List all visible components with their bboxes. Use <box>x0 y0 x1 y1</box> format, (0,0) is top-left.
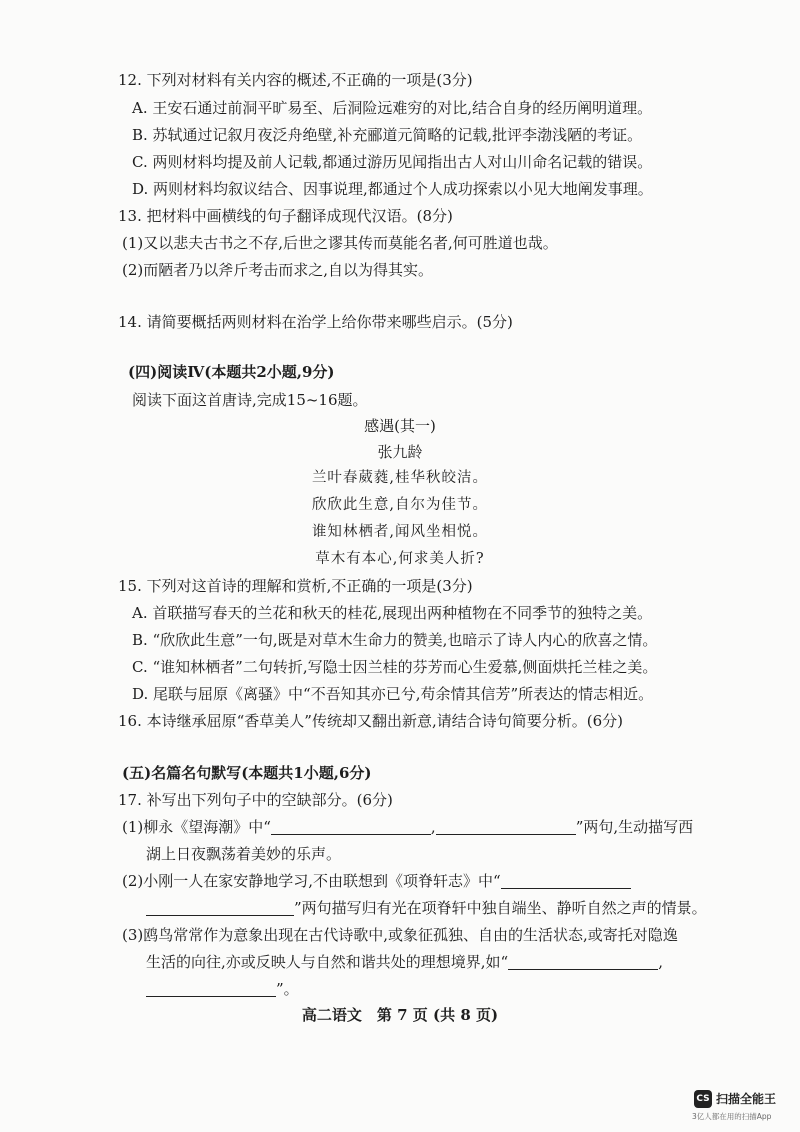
q17-item2-suffix: ”两句描写归有光在项脊轩中独自端坐、静听自然之声的情景。 <box>294 899 707 917</box>
poem-author: 张九龄 <box>377 443 423 461</box>
q17-item3-suffix: ”。 <box>276 980 299 998</box>
fill-blank[interactable] <box>271 819 431 835</box>
q17-item3-line2 <box>146 952 663 972</box>
q12-option-d: D. 两则材料均叙议结合、因事说理,都通过个人成功探索以小见大地阐发事理。 <box>132 180 653 198</box>
q17-item3-separator: , <box>658 953 663 971</box>
q17-item3-line3 <box>146 979 299 999</box>
poem-line: 谁知林栖者,闻风坐相悦。 <box>311 524 489 540</box>
q15-stem: 15. 下列对这首诗的理解和赏析,不正确的一项是(3分) <box>118 577 473 595</box>
q13-sentence-2: (2)而陋者乃以斧斤考击而求之,自以为得其实。 <box>122 261 434 279</box>
q15-option-a: A. 首联描写春天的兰花和秋天的桂花,展现出两种植物在不同季节的独特之美。 <box>132 604 653 622</box>
poem-title: 感遇(其一) <box>364 417 436 435</box>
q14-stem: 14. 请简要概括两则材料在治学上给你带来哪些启示。(5分) <box>118 313 513 331</box>
fill-blank[interactable] <box>146 900 294 916</box>
q12-option-c: C. 两则材料均提及前人记载,都通过游历见闻指出古人对山川命名记载的错误。 <box>132 153 653 171</box>
q15-option-c: C. “谁知林栖者”二句转折,写隐士因兰桂的芬芳而心生爱慕,侧面烘托兰桂之美。 <box>132 658 658 676</box>
fill-blank[interactable] <box>146 981 276 997</box>
q12-stem: 12. 下列对材料有关内容的概述,不正确的一项是(3分) <box>118 71 473 89</box>
q15-option-b: B. “欣欣此生意”一句,既是对草木生命力的赞美,也暗示了诗人内心的欣喜之情。 <box>132 631 658 649</box>
q12-option-a: A. 王安石通过前洞平旷易至、后洞险远难穷的对比,结合自身的经历阐明道理。 <box>132 99 653 117</box>
q17-item1-prefix: (1)柳永《望海潮》中“ <box>122 818 271 836</box>
fill-blank[interactable] <box>501 873 631 889</box>
q17-stem: 17. 补写出下列句子中的空缺部分。(6分) <box>118 791 393 809</box>
q17-item1-continuation: 湖上日夜飘荡着美妙的乐声。 <box>146 845 342 863</box>
section5-heading: (五)名篇名句默写(本题共1小题,6分) <box>122 764 372 782</box>
poem-line: 欣欣此生意,自尔为佳节。 <box>311 497 489 513</box>
section4-intro: 阅读下面这首唐诗,完成15~16题。 <box>132 391 368 409</box>
q17-item3-line1: (3)鸥鸟常常作为意象出现在古代诗歌中,或象征孤独、自由的生活状态,或寄托对隐逸 <box>122 926 678 944</box>
watermark-tagline: 3亿人都在用的扫描App <box>692 1112 772 1121</box>
q15-option-d: D. 尾联与屈原《离骚》中“不吾知其亦已兮,苟余情其信芳”所表达的情志相近。 <box>132 685 654 703</box>
q17-item1-suffix: ”两句,生动描写西 <box>575 818 694 836</box>
q12-option-b: B. 苏轼通过记叙月夜泛舟绝壁,补充郦道元简略的记载,批评李渤浅陋的考证。 <box>132 126 643 144</box>
page-footer: 高二语文 第 7 页 (共 8 页) <box>301 1006 499 1024</box>
fill-blank[interactable] <box>508 954 658 970</box>
q16-stem: 16. 本诗继承屈原“香草美人”传统却又翻出新意,请结合诗句简要分析。(6分) <box>118 712 623 730</box>
q17-item-2 <box>122 871 631 891</box>
poem-line: 草木有本心,何求美人折? <box>315 551 485 567</box>
q17-item2-line2 <box>146 898 707 918</box>
camscanner-logo-icon: CS <box>694 1090 712 1108</box>
fill-blank[interactable] <box>436 819 576 835</box>
q13-sentence-1: (1)又以悲夫古书之不存,后世之谬其传而莫能名者,何可胜道也哉。 <box>122 234 558 252</box>
q13-stem: 13. 把材料中画横线的句子翻译成现代汉语。(8分) <box>118 207 453 225</box>
q17-item1-separator: , <box>430 818 436 836</box>
q17-item-1 <box>122 817 693 837</box>
watermark-brand: 扫描全能王 <box>716 1092 777 1106</box>
poem-line: 兰叶春葳蕤,桂华秋皎洁。 <box>311 470 489 486</box>
q17-item2-prefix: (2)小刚一人在家安静地学习,不由联想到《项脊轩志》中“ <box>122 872 501 890</box>
q17-item3-prefix: 生活的向往,亦或反映人与自然和谐共处的理想境界,如“ <box>146 953 509 971</box>
section4-heading: (四)阅读Ⅳ(本题共2小题,9分) <box>128 363 335 381</box>
